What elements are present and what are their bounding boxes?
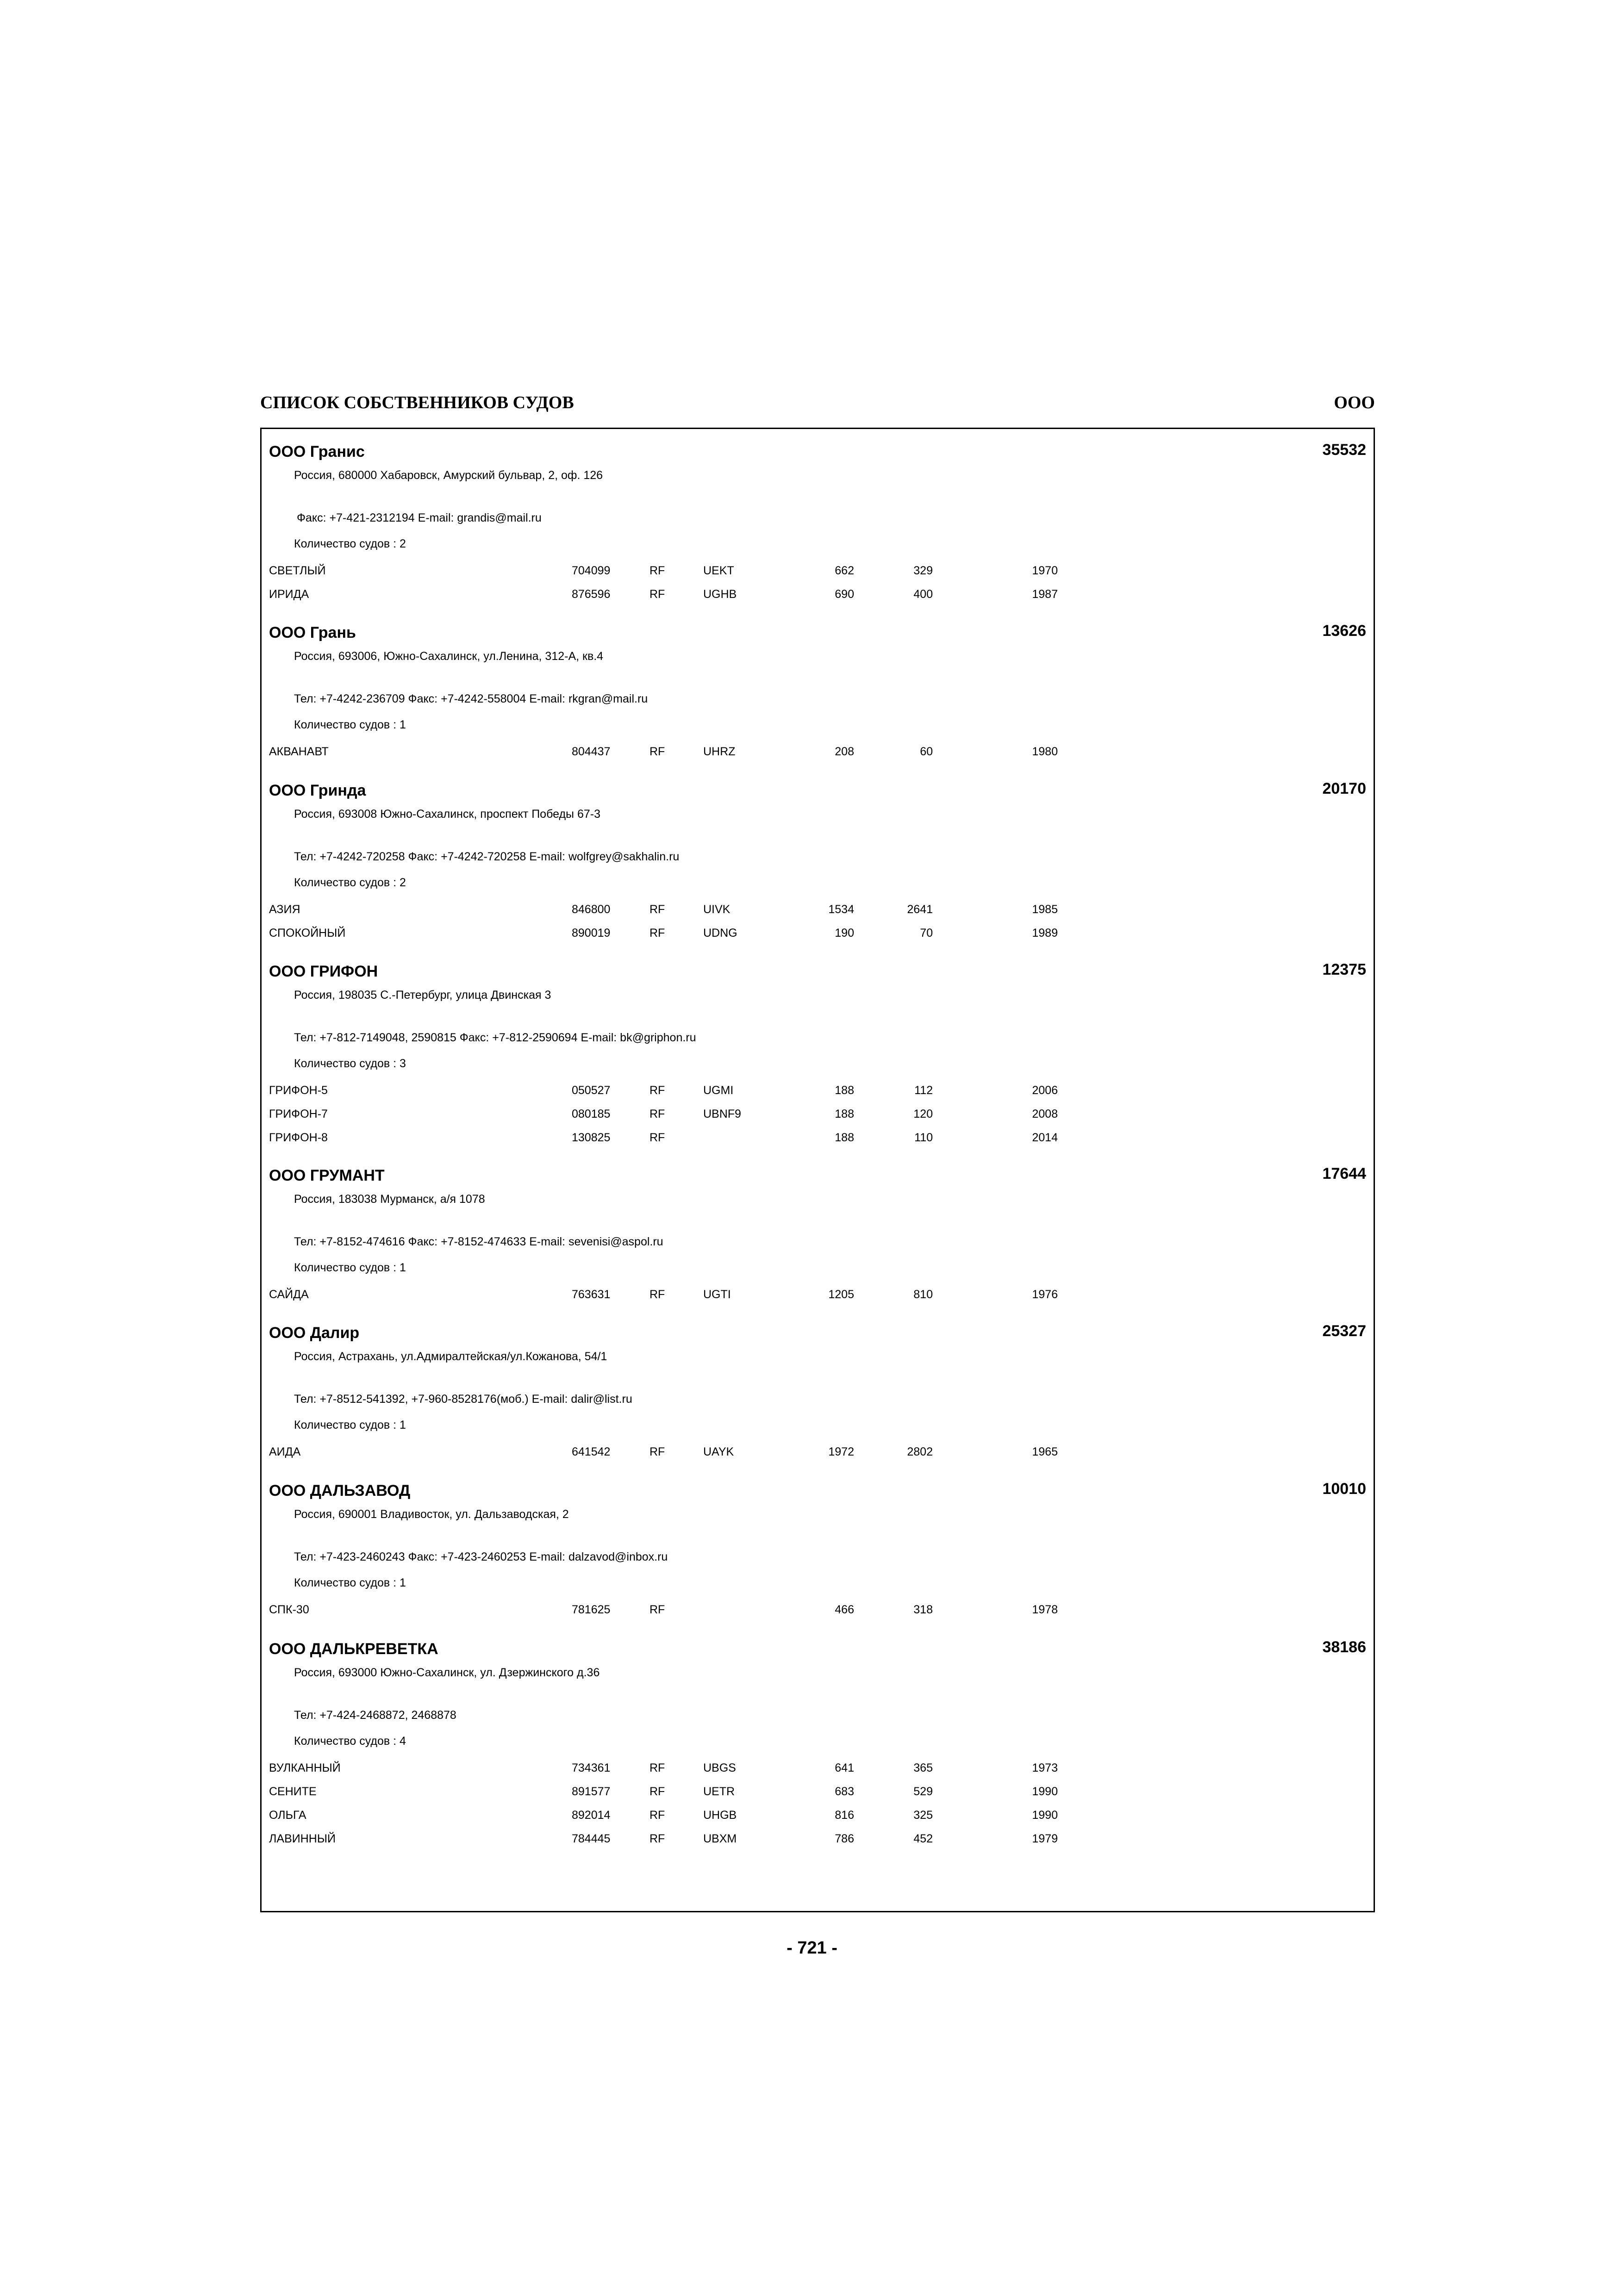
- vessel-gross-tonnage: 662: [835, 564, 854, 577]
- vessel-year: 1987: [1032, 588, 1058, 601]
- vessel-number: 876596: [572, 588, 611, 601]
- vessel-count: Количество судов : 1: [294, 718, 406, 731]
- vessel-number: 130825: [572, 1131, 611, 1144]
- vessel-net-tonnage: 2641: [907, 903, 933, 916]
- owner-id: 10010: [1322, 1480, 1366, 1498]
- owner-id: 20170: [1322, 780, 1366, 797]
- vessel-gross-tonnage: 683: [835, 1785, 854, 1798]
- vessel-number: 784445: [572, 1832, 611, 1845]
- page-number: - 721 -: [787, 1938, 837, 1958]
- vessel-net-tonnage: 110: [914, 1131, 933, 1144]
- vessel-callsign: UIVK: [703, 903, 731, 916]
- vessel-callsign: UGHB: [703, 588, 737, 601]
- page-title: СПИСОК СОБСТВЕННИКОВ СУДОВ: [260, 393, 574, 412]
- owner-contacts: Тел: +7-8152-474616 Факс: +7-8152-474633 E-mail: sevenisi@aspol.ru: [294, 1235, 663, 1248]
- vessel-net-tonnage: 365: [913, 1761, 933, 1774]
- vessel-year: 1985: [1032, 903, 1058, 916]
- vessel-number: 846800: [572, 903, 611, 916]
- vessel-count: Количество судов : 1: [294, 1261, 406, 1274]
- vessel-year: 1990: [1032, 1809, 1058, 1822]
- vessel-callsign: UBGS: [703, 1761, 736, 1774]
- vessel-flag: RF: [650, 588, 665, 601]
- vessel-count: Количество судов : 1: [294, 1419, 406, 1431]
- owner-name: ООО Гринда: [269, 782, 366, 799]
- vessel-number: 891577: [572, 1785, 611, 1798]
- vessel-callsign: UAYK: [703, 1445, 734, 1458]
- vessel-net-tonnage: 325: [913, 1809, 933, 1822]
- owner-contacts: Тел: +7-4242-720258 Факс: +7-4242-720258 E-mail: wolfgrey@sakhalin.ru: [294, 850, 680, 863]
- vessel-gross-tonnage: 816: [835, 1809, 854, 1822]
- vessel-year: 1973: [1032, 1761, 1058, 1774]
- vessel-count: Количество судов : 3: [294, 1057, 406, 1070]
- vessel-callsign: UGMI: [703, 1084, 734, 1097]
- vessel-gross-tonnage: 786: [835, 1832, 854, 1845]
- owner-contacts: Тел: +7-424-2468872, 2468878: [294, 1709, 456, 1722]
- vessel-number: 641542: [572, 1445, 611, 1458]
- vessel-name: ГРИФОН-7: [269, 1108, 328, 1120]
- vessel-flag: RF: [650, 1131, 665, 1144]
- owner-address: Россия, Астрахань, ул.Адмиралтейская/ул.Кожанова, 54/1: [294, 1350, 607, 1363]
- vessel-year: 1978: [1032, 1603, 1058, 1616]
- vessel-row: [262, 1108, 1374, 1126]
- owner-contacts: Тел: +7-812-7149048, 2590815 Факс: +7-812-2590694 E-mail: bk@griphon.ru: [294, 1031, 696, 1044]
- vessel-row: [262, 745, 1374, 764]
- vessel-net-tonnage: 318: [913, 1603, 933, 1616]
- owner-list-frame: [260, 428, 1375, 1912]
- page-header: [260, 392, 1375, 420]
- vessel-row: [262, 927, 1374, 945]
- vessel-name: АКВАНАВТ: [269, 745, 329, 758]
- owner-name: ООО Грань: [269, 624, 356, 641]
- owner-contacts: Тел: +7-8512-541392, +7-960-8528176(моб.) E-mail: dalir@list.ru: [294, 1393, 632, 1406]
- vessel-row: [262, 1131, 1374, 1150]
- vessel-net-tonnage: 2802: [907, 1445, 933, 1458]
- vessel-year: 1990: [1032, 1785, 1058, 1798]
- vessel-year: 1976: [1032, 1288, 1058, 1301]
- owner-name: ООО Далир: [269, 1324, 360, 1342]
- owner-contacts: Тел: +7-423-2460243 Факс: +7-423-2460253 E-mail: dalzavod@inbox.ru: [294, 1550, 668, 1563]
- vessel-row: [262, 1445, 1374, 1464]
- owner-id: 25327: [1322, 1322, 1366, 1340]
- vessel-year: 2006: [1032, 1084, 1058, 1097]
- vessel-flag: RF: [650, 1084, 665, 1097]
- vessel-row: [262, 903, 1374, 921]
- vessel-number: 892014: [572, 1809, 611, 1822]
- vessel-row: [262, 1084, 1374, 1102]
- vessel-number: 763631: [572, 1288, 611, 1301]
- owner-address: Россия, 198035 С.-Петербург, улица Двинская 3: [294, 989, 551, 1002]
- owner-name: ООО ГРУМАНТ: [269, 1167, 385, 1184]
- vessel-row: [262, 1785, 1374, 1804]
- section-label: ООО: [1334, 393, 1375, 412]
- vessel-number: 704099: [572, 564, 611, 577]
- owner-address: Россия, 183038 Мурманск, а/я 1078: [294, 1193, 485, 1206]
- vessel-number: 781625: [572, 1603, 611, 1616]
- vessel-gross-tonnage: 190: [835, 927, 854, 940]
- vessel-gross-tonnage: 690: [835, 588, 854, 601]
- vessel-name: АИДА: [269, 1445, 301, 1458]
- vessel-gross-tonnage: 208: [835, 745, 854, 758]
- vessel-flag: RF: [650, 1108, 665, 1120]
- owner-address: Россия, 693008 Южно-Сахалинск, проспект Победы 67-3: [294, 808, 601, 821]
- vessel-net-tonnage: 70: [920, 927, 933, 940]
- owner-id: 35532: [1322, 441, 1366, 459]
- owner-contacts: Факс: +7-421-2312194 E-mail: grandis@mail.ru: [297, 511, 542, 524]
- vessel-callsign: UEKT: [703, 564, 734, 577]
- owner-id: 12375: [1322, 961, 1366, 978]
- owner-address: Россия, 690001 Владивосток, ул. Дальзаводская, 2: [294, 1508, 569, 1521]
- owner-id: 17644: [1322, 1165, 1366, 1182]
- vessel-callsign: UDNG: [703, 927, 737, 940]
- vessel-year: 2014: [1032, 1131, 1058, 1144]
- vessel-row: [262, 1832, 1374, 1851]
- vessel-name: СВЕТЛЫЙ: [269, 564, 326, 577]
- vessel-callsign: UHRZ: [703, 745, 736, 758]
- vessel-net-tonnage: 112: [914, 1084, 933, 1097]
- vessel-gross-tonnage: 188: [835, 1131, 854, 1144]
- owner-address: Россия, 680000 Хабаровск, Амурский бульвар, 2, оф. 126: [294, 469, 603, 482]
- owner-name: ООО Гранис: [269, 443, 365, 460]
- vessel-name: СПОКОЙНЫЙ: [269, 927, 346, 940]
- owner-name: ООО ДАЛЬКРЕВЕТКА: [269, 1640, 438, 1658]
- vessel-number: 080185: [572, 1108, 611, 1120]
- vessel-callsign: UETR: [703, 1785, 735, 1798]
- vessel-callsign: UHGB: [703, 1809, 737, 1822]
- vessel-row: [262, 564, 1374, 583]
- vessel-count: Количество судов : 2: [294, 537, 406, 550]
- owner-id: 38186: [1322, 1638, 1366, 1656]
- vessel-number: 890019: [572, 927, 611, 940]
- vessel-callsign: UGTI: [703, 1288, 731, 1301]
- vessel-year: 1980: [1032, 745, 1058, 758]
- vessel-year: 1965: [1032, 1445, 1058, 1458]
- vessel-callsign: UBXM: [703, 1832, 737, 1845]
- vessel-gross-tonnage: 1972: [828, 1445, 854, 1458]
- vessel-gross-tonnage: 641: [835, 1761, 854, 1774]
- vessel-name: СПК-30: [269, 1603, 309, 1616]
- vessel-flag: RF: [650, 1288, 665, 1301]
- vessel-name: АЗИЯ: [269, 903, 300, 916]
- vessel-net-tonnage: 452: [913, 1832, 933, 1845]
- owner-address: Россия, 693000 Южно-Сахалинск, ул. Дзержинского д.36: [294, 1666, 600, 1679]
- vessel-number: 804437: [572, 745, 611, 758]
- vessel-number: 050527: [572, 1084, 611, 1097]
- vessel-year: 2008: [1032, 1108, 1058, 1120]
- vessel-year: 1989: [1032, 927, 1058, 940]
- vessel-row: [262, 1809, 1374, 1827]
- vessel-name: ИРИДА: [269, 588, 309, 601]
- vessel-callsign: UBNF9: [703, 1108, 741, 1120]
- vessel-name: ОЛЬГА: [269, 1809, 306, 1822]
- vessel-flag: RF: [650, 1603, 665, 1616]
- vessel-net-tonnage: 120: [913, 1108, 933, 1120]
- vessel-flag: RF: [650, 927, 665, 940]
- vessel-row: [262, 1603, 1374, 1622]
- vessel-gross-tonnage: 466: [835, 1603, 854, 1616]
- vessel-flag: RF: [650, 1832, 665, 1845]
- vessel-flag: RF: [650, 1809, 665, 1822]
- vessel-name: САЙДА: [269, 1288, 309, 1301]
- vessel-row: [262, 1761, 1374, 1780]
- vessel-flag: RF: [650, 903, 665, 916]
- vessel-count: Количество судов : 4: [294, 1735, 406, 1748]
- vessel-net-tonnage: 810: [913, 1288, 933, 1301]
- vessel-gross-tonnage: 1205: [828, 1288, 854, 1301]
- vessel-name: СЕНИТЕ: [269, 1785, 317, 1798]
- vessel-net-tonnage: 329: [913, 564, 933, 577]
- vessel-flag: RF: [650, 745, 665, 758]
- vessel-gross-tonnage: 1534: [828, 903, 854, 916]
- vessel-count: Количество судов : 2: [294, 876, 406, 889]
- vessel-name: ВУЛКАННЫЙ: [269, 1761, 341, 1774]
- vessel-flag: RF: [650, 1445, 665, 1458]
- vessel-number: 734361: [572, 1761, 611, 1774]
- vessel-flag: RF: [650, 1761, 665, 1774]
- vessel-net-tonnage: 400: [913, 588, 933, 601]
- vessel-name: ЛАВИННЫЙ: [269, 1832, 336, 1845]
- vessel-count: Количество судов : 1: [294, 1576, 406, 1589]
- vessel-year: 1970: [1032, 564, 1058, 577]
- owner-address: Россия, 693006, Южно-Сахалинск, ул.Ленина, 312-А, кв.4: [294, 650, 604, 663]
- owner-id: 13626: [1322, 622, 1366, 640]
- vessel-flag: RF: [650, 1785, 665, 1798]
- owner-name: ООО ДАЛЬЗАВОД: [269, 1482, 411, 1500]
- vessel-row: [262, 1288, 1374, 1307]
- vessel-year: 1979: [1032, 1832, 1058, 1845]
- vessel-gross-tonnage: 188: [835, 1108, 854, 1120]
- vessel-name: ГРИФОН-5: [269, 1084, 328, 1097]
- owner-contacts: Тел: +7-4242-236709 Факс: +7-4242-558004 E-mail: rkgran@mail.ru: [294, 692, 648, 705]
- owner-name: ООО ГРИФОН: [269, 963, 378, 980]
- vessel-gross-tonnage: 188: [835, 1084, 854, 1097]
- vessel-flag: RF: [650, 564, 665, 577]
- vessel-name: ГРИФОН-8: [269, 1131, 328, 1144]
- vessel-net-tonnage: 60: [920, 745, 933, 758]
- vessel-net-tonnage: 529: [913, 1785, 933, 1798]
- vessel-row: [262, 588, 1374, 606]
